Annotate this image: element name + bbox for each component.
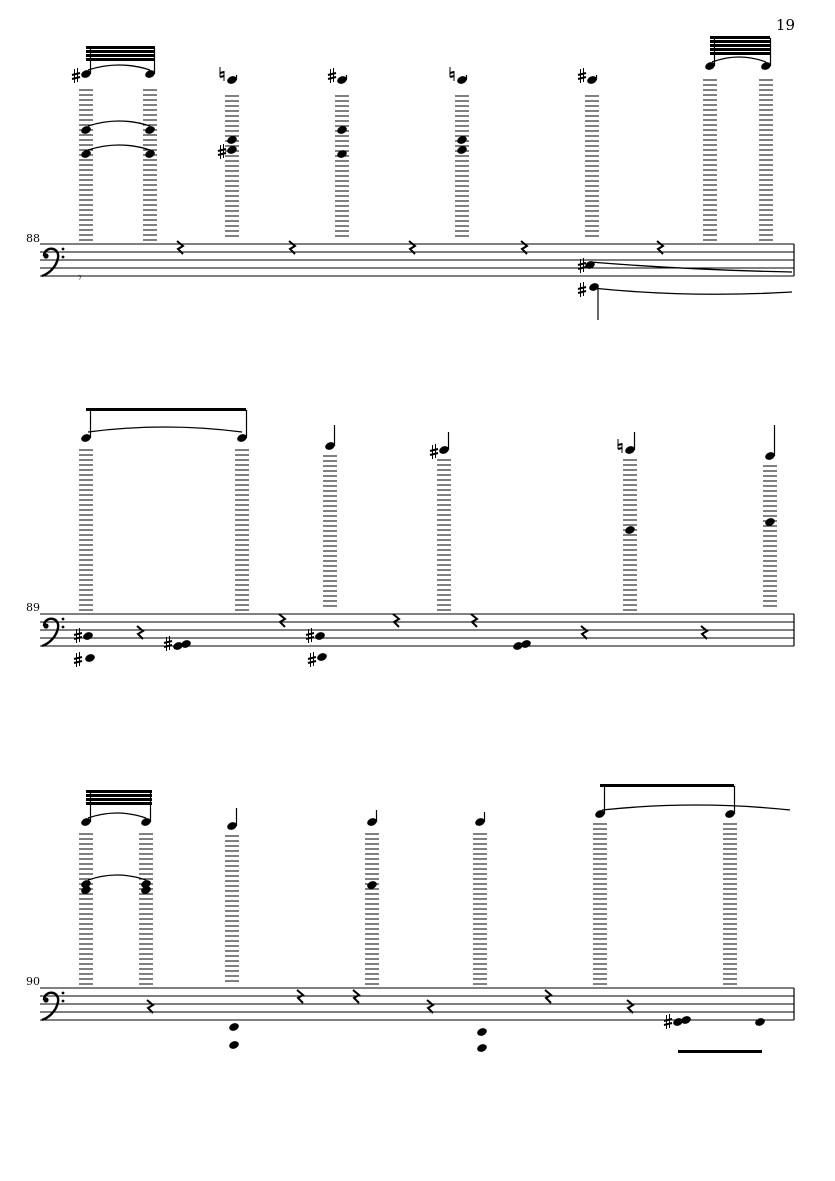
quarter-rest bbox=[627, 1000, 633, 1013]
beam bbox=[710, 48, 770, 51]
sharp-sign bbox=[308, 652, 316, 667]
note bbox=[723, 786, 737, 984]
beam bbox=[86, 54, 155, 57]
notehead bbox=[476, 1043, 488, 1053]
natural-sign bbox=[450, 67, 454, 81]
tie bbox=[592, 288, 792, 294]
staff bbox=[40, 614, 794, 646]
quarter-rest bbox=[279, 614, 285, 627]
sharp-sign bbox=[578, 68, 586, 83]
tie bbox=[88, 813, 146, 818]
notehead bbox=[228, 1022, 240, 1032]
staff bbox=[40, 244, 794, 276]
notehead bbox=[584, 260, 596, 270]
measure-number-89: 89 bbox=[26, 601, 40, 614]
notehead bbox=[624, 525, 636, 535]
note bbox=[225, 75, 239, 236]
tie bbox=[602, 805, 790, 810]
notehead bbox=[476, 1027, 488, 1037]
note bbox=[139, 792, 153, 984]
note bbox=[335, 75, 349, 236]
quarter-rest bbox=[393, 614, 399, 627]
note bbox=[225, 808, 239, 981]
notehead bbox=[316, 652, 328, 662]
notehead bbox=[336, 149, 348, 159]
systems-group bbox=[40, 36, 794, 1053]
note bbox=[763, 425, 777, 606]
note bbox=[623, 432, 637, 610]
sharp-sign bbox=[430, 444, 438, 459]
beam bbox=[86, 46, 155, 49]
note bbox=[365, 810, 379, 984]
beam bbox=[600, 784, 734, 787]
note bbox=[759, 38, 773, 240]
beam bbox=[86, 794, 152, 797]
notehead bbox=[144, 125, 156, 135]
note bbox=[79, 792, 93, 984]
quarter-rest bbox=[581, 626, 587, 639]
notehead bbox=[680, 1015, 692, 1025]
note bbox=[593, 786, 607, 984]
beam bbox=[710, 36, 770, 39]
sharp-sign bbox=[218, 144, 226, 159]
tie bbox=[88, 427, 242, 432]
note bbox=[323, 425, 337, 606]
tie bbox=[88, 121, 150, 126]
beam bbox=[86, 50, 155, 53]
natural-sign bbox=[220, 67, 224, 81]
notehead bbox=[520, 639, 532, 649]
sharp-sign bbox=[664, 1014, 672, 1029]
note bbox=[79, 410, 93, 610]
system-88 bbox=[40, 36, 794, 320]
beam bbox=[86, 798, 152, 801]
beam bbox=[86, 802, 152, 805]
measure-number-88: 88 bbox=[26, 232, 40, 245]
notehead bbox=[754, 1017, 766, 1027]
eighth-rest: 𝄾 bbox=[78, 270, 82, 286]
beam bbox=[86, 408, 246, 411]
notehead bbox=[314, 631, 326, 641]
beam bbox=[710, 44, 770, 47]
note bbox=[455, 75, 469, 236]
system-90 bbox=[40, 784, 794, 1053]
beam bbox=[86, 58, 155, 61]
beam bbox=[710, 40, 770, 43]
tie bbox=[712, 57, 766, 62]
tie bbox=[88, 65, 150, 70]
beam bbox=[678, 1050, 762, 1053]
quarter-rest bbox=[427, 1000, 433, 1013]
notehead bbox=[82, 631, 94, 641]
quarter-rest bbox=[701, 626, 707, 639]
note bbox=[473, 812, 487, 984]
notehead bbox=[80, 125, 92, 135]
notehead bbox=[84, 653, 96, 663]
tie bbox=[88, 145, 150, 150]
note bbox=[437, 432, 451, 610]
measure-number-90: 90 bbox=[26, 975, 40, 988]
note bbox=[79, 48, 93, 240]
natural-sign bbox=[618, 439, 622, 453]
tie bbox=[590, 262, 792, 272]
sharp-sign bbox=[328, 68, 336, 83]
note bbox=[235, 410, 249, 610]
quarter-rest bbox=[471, 614, 477, 627]
page-number: 19 bbox=[775, 16, 795, 34]
note bbox=[703, 38, 717, 240]
note bbox=[585, 75, 599, 236]
beam bbox=[710, 52, 770, 55]
sharp-sign bbox=[74, 652, 82, 667]
tie bbox=[88, 875, 146, 880]
note bbox=[143, 48, 157, 240]
system-89 bbox=[40, 408, 794, 667]
sharp-sign bbox=[578, 282, 586, 297]
notehead bbox=[228, 1040, 240, 1050]
sharp-sign bbox=[72, 68, 80, 83]
quarter-rest bbox=[137, 626, 143, 639]
notehead bbox=[180, 639, 192, 649]
quarter-rest bbox=[147, 1000, 153, 1013]
beam bbox=[86, 790, 152, 793]
